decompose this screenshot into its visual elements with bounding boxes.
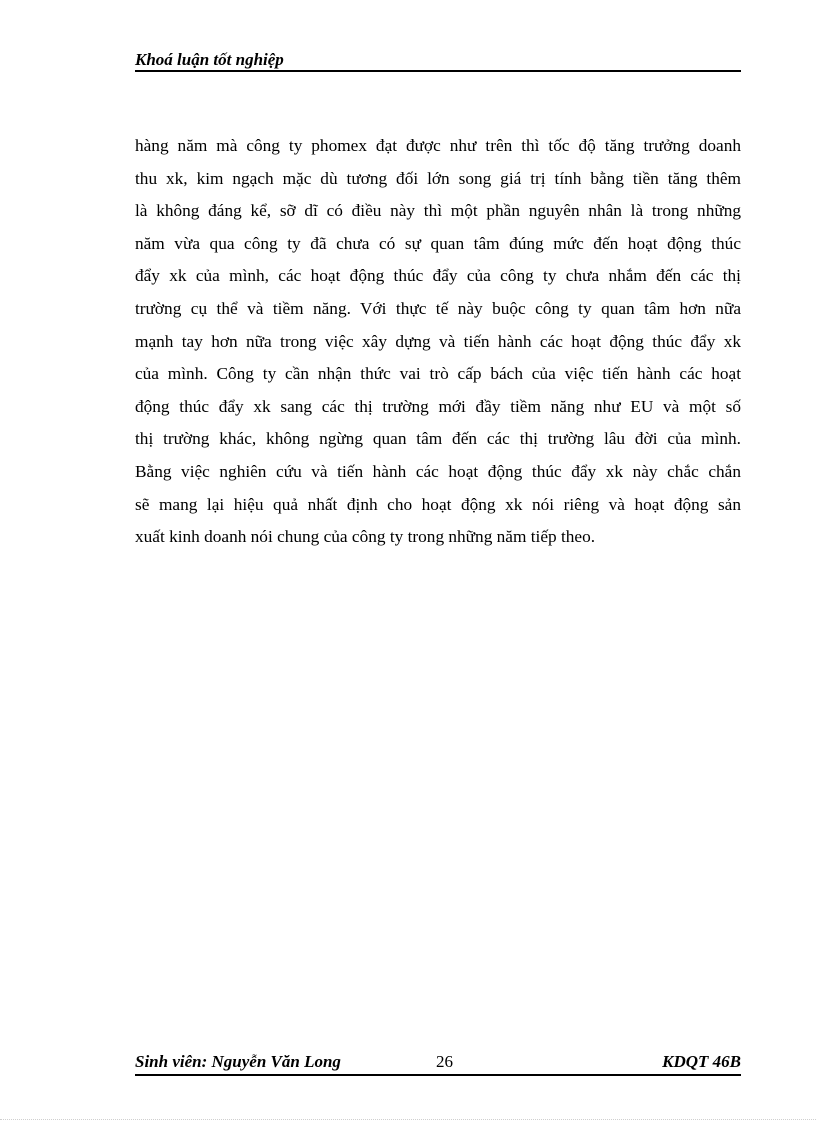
page-header bbox=[135, 48, 741, 72]
paragraph-line: năm vừa qua công ty đã chưa có sự quan tâm đúng mức đến hoạt động thúc bbox=[135, 233, 741, 253]
paragraph-line: đẩy xk của mình, các hoạt động thúc đẩy của công ty chưa nhắm đến các thị bbox=[135, 266, 741, 286]
paragraph-line: mạnh tay hơn nữa trong việc xây dựng và tiến hành các hoạt động thúc đẩy xk bbox=[135, 331, 741, 351]
page-edge-divider bbox=[0, 1119, 816, 1120]
paragraph-line: là không đáng kể, sỡ dĩ có điều này thì một phần nguyên nhân là trong những bbox=[135, 201, 741, 221]
paragraph-line: trường cụ thể và tiềm năng. Với thực tế này buộc công ty quan tâm hơn nữa bbox=[135, 298, 741, 318]
page-footer bbox=[135, 1050, 741, 1076]
paragraph-line: thị trường khác, không ngừng quan tâm đến các thị trường lâu đời của mình. bbox=[135, 429, 741, 449]
paragraph-line: thu xk, kim ngạch mặc dù tương đối lớn song giá trị tính bằng tiền tăng thêm bbox=[135, 168, 741, 188]
paragraph-line: hàng năm mà công ty phomex đạt được như trên thì tốc độ tăng trưởng doanh bbox=[135, 136, 741, 155]
paragraph-line: động thúc đẩy xk sang các thị trường mới đầy tiềm năng như EU và một số bbox=[135, 396, 741, 416]
paragraph-line: của mình. Công ty cần nhận thức vai trò cấp bách của việc tiến hành các hoạt bbox=[135, 364, 741, 384]
paragraph-line: sẽ mang lại hiệu quả nhất định cho hoạt động xk nói riêng và hoạt động sản bbox=[135, 494, 741, 514]
footer-student-name: Sinh viên: Nguyễn Văn Long bbox=[135, 1052, 341, 1071]
footer-class-code: KDQT 46B bbox=[662, 1052, 741, 1071]
paragraph-line: Bằng việc nghiên cứu và tiến hành các hoạt động thúc đẩy xk này chắc chắn bbox=[135, 461, 741, 481]
header-title: Khoá luận tốt nghiệp bbox=[135, 50, 284, 69]
body-paragraph bbox=[135, 130, 741, 554]
page-number: 26 bbox=[436, 1052, 453, 1071]
paragraph-line: xuất kinh doanh nói chung của công ty trong những năm tiếp theo. bbox=[135, 527, 596, 547]
